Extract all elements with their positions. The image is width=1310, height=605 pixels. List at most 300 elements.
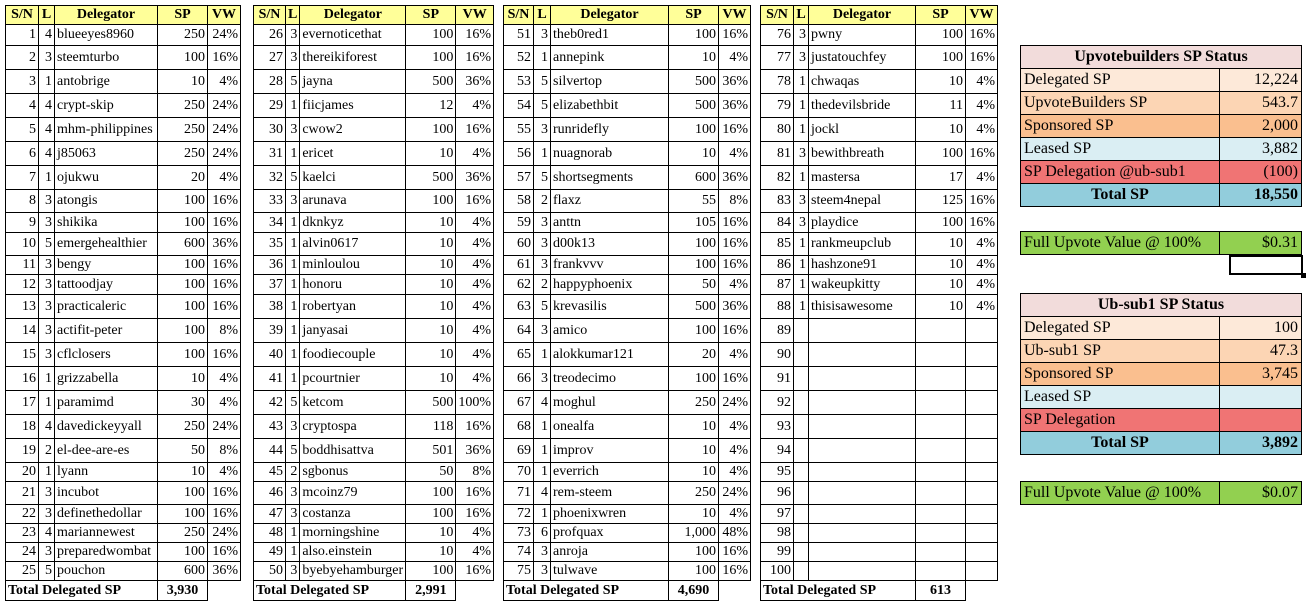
cell-sp[interactable]: 20: [158, 166, 208, 190]
cell-vw[interactable]: 8%: [208, 439, 241, 463]
cell-l[interactable]: 1: [39, 463, 55, 482]
cell-sp[interactable]: 10: [669, 463, 719, 482]
cell-delegator[interactable]: [809, 367, 916, 391]
cell-delegator[interactable]: robertyan: [300, 295, 406, 319]
cell-sp[interactable]: 100: [158, 275, 208, 295]
cell-vw[interactable]: 4%: [456, 543, 494, 562]
cell-vw[interactable]: 16%: [719, 543, 751, 562]
cell-sp[interactable]: 10: [669, 439, 719, 463]
cell-sp[interactable]: 10: [669, 46, 719, 70]
cell-sn[interactable]: 72: [504, 505, 534, 524]
cell-sp[interactable]: 600: [158, 233, 208, 256]
cell-l[interactable]: [794, 463, 809, 482]
cell-sn[interactable]: 73: [504, 524, 534, 543]
cell-delegator[interactable]: playdice: [809, 213, 916, 233]
cell-vw[interactable]: 4%: [456, 256, 494, 275]
cell-l[interactable]: 2: [286, 463, 300, 482]
cell-vw[interactable]: 16%: [719, 562, 751, 581]
cell-l[interactable]: 3: [286, 505, 300, 524]
cell-sp[interactable]: 100: [669, 367, 719, 391]
cell-vw[interactable]: 36%: [719, 295, 751, 319]
cell-sn[interactable]: 46: [254, 482, 286, 505]
cell-vw[interactable]: 4%: [456, 295, 494, 319]
cell-vw[interactable]: 36%: [208, 562, 241, 581]
cell-sp[interactable]: [916, 439, 966, 463]
cell-vw[interactable]: 4%: [456, 343, 494, 367]
status-value[interactable]: 3,892: [1220, 432, 1302, 455]
cell-vw[interactable]: 4%: [208, 70, 241, 94]
cell-sp[interactable]: 250: [158, 118, 208, 142]
cell-vw[interactable]: 16%: [719, 233, 751, 256]
cell-vw[interactable]: [966, 415, 998, 439]
cell-l[interactable]: 3: [286, 46, 300, 70]
cell-sp[interactable]: 100: [158, 46, 208, 70]
cell-vw[interactable]: 16%: [208, 213, 241, 233]
cell-sn[interactable]: 94: [761, 439, 794, 463]
cell-vw[interactable]: 16%: [208, 46, 241, 70]
cell-delegator[interactable]: [809, 524, 916, 543]
cell-l[interactable]: 1: [286, 142, 300, 166]
cell-sn[interactable]: 62: [504, 275, 534, 295]
cell-l[interactable]: 3: [39, 543, 55, 562]
cell-l[interactable]: 3: [794, 213, 809, 233]
cell-l[interactable]: 1: [286, 256, 300, 275]
cell-delegator[interactable]: amico: [551, 319, 669, 343]
cell-vw[interactable]: 16%: [719, 118, 751, 142]
cell-sp[interactable]: 10: [406, 524, 456, 543]
cell-delegator[interactable]: [809, 543, 916, 562]
cell-vw[interactable]: 4%: [966, 118, 998, 142]
cell-delegator[interactable]: fiicjames: [300, 94, 406, 118]
cell-l[interactable]: 1: [794, 70, 809, 94]
cell-vw[interactable]: 4%: [456, 524, 494, 543]
cell-sp[interactable]: 10: [406, 142, 456, 166]
cell-l[interactable]: 3: [794, 190, 809, 213]
cell-l[interactable]: 1: [39, 391, 55, 415]
cell-l[interactable]: 1: [534, 343, 551, 367]
cell-delegator[interactable]: cryptospa: [300, 415, 406, 439]
cell-l[interactable]: 6: [534, 524, 551, 543]
cell-vw[interactable]: 8%: [208, 319, 241, 343]
cell-l[interactable]: 4: [39, 118, 55, 142]
cell-vw[interactable]: 4%: [456, 275, 494, 295]
cell-sp[interactable]: 10: [669, 415, 719, 439]
cell-sn[interactable]: 52: [504, 46, 534, 70]
cell-delegator[interactable]: improv: [551, 439, 669, 463]
cell-vw[interactable]: 4%: [719, 142, 751, 166]
cell-sn[interactable]: 23: [6, 524, 39, 543]
cell-sn[interactable]: 53: [504, 70, 534, 94]
cell-sp[interactable]: 10: [669, 142, 719, 166]
cell-l[interactable]: 2: [39, 439, 55, 463]
cell-vw[interactable]: 4%: [719, 439, 751, 463]
cell-delegator[interactable]: atongis: [55, 190, 158, 213]
cell-delegator[interactable]: wakeupkitty: [809, 275, 916, 295]
cell-sp[interactable]: 100: [158, 319, 208, 343]
cell-sp[interactable]: 10: [158, 70, 208, 94]
cell-sp[interactable]: 10: [406, 295, 456, 319]
cell-l[interactable]: 3: [534, 25, 551, 46]
cell-l[interactable]: [794, 319, 809, 343]
cell-l[interactable]: 3: [286, 415, 300, 439]
cell-l[interactable]: 5: [534, 70, 551, 94]
cell-delegator[interactable]: [809, 343, 916, 367]
cell-vw[interactable]: 16%: [208, 275, 241, 295]
cell-sp[interactable]: 100: [158, 543, 208, 562]
cell-sn[interactable]: 59: [504, 213, 534, 233]
cell-l[interactable]: 3: [39, 256, 55, 275]
cell-delegator[interactable]: rem-steem: [551, 482, 669, 505]
cell-delegator[interactable]: lyann: [55, 463, 158, 482]
cell-l[interactable]: 1: [534, 505, 551, 524]
cell-sn[interactable]: 41: [254, 367, 286, 391]
cell-delegator[interactable]: bengy: [55, 256, 158, 275]
cell-l[interactable]: [794, 367, 809, 391]
cell-l[interactable]: 5: [286, 439, 300, 463]
cell-l[interactable]: 1: [286, 524, 300, 543]
cell-vw[interactable]: [966, 367, 998, 391]
cell-vw[interactable]: [966, 482, 998, 505]
cell-sp[interactable]: 10: [916, 70, 966, 94]
cell-vw[interactable]: 16%: [208, 505, 241, 524]
cell-sn[interactable]: 21: [6, 482, 39, 505]
cell-delegator[interactable]: nuagnorab: [551, 142, 669, 166]
cell-l[interactable]: 1: [286, 233, 300, 256]
cell-sn[interactable]: 87: [761, 275, 794, 295]
cell-vw[interactable]: 16%: [719, 319, 751, 343]
cell-l[interactable]: 4: [534, 482, 551, 505]
cell-vw[interactable]: 16%: [966, 213, 998, 233]
cell-sn[interactable]: 18: [6, 415, 39, 439]
cell-l[interactable]: 3: [794, 46, 809, 70]
cell-sn[interactable]: 95: [761, 463, 794, 482]
cell-sn[interactable]: 50: [254, 562, 286, 581]
cell-vw[interactable]: [966, 543, 998, 562]
cell-sp[interactable]: 100: [669, 25, 719, 46]
cell-delegator[interactable]: jayna: [300, 70, 406, 94]
cell-delegator[interactable]: boddhisattva: [300, 439, 406, 463]
cell-sp[interactable]: 500: [406, 166, 456, 190]
cell-vw[interactable]: 4%: [966, 295, 998, 319]
cell-l[interactable]: 4: [39, 142, 55, 166]
full-upvote-value[interactable]: $0.31: [1220, 232, 1302, 255]
cell-sp[interactable]: 100: [158, 482, 208, 505]
cell-sn[interactable]: 9: [6, 213, 39, 233]
cell-vw[interactable]: 16%: [456, 562, 494, 581]
cell-sp[interactable]: 100: [406, 46, 456, 70]
cell-delegator[interactable]: elizabethbit: [551, 94, 669, 118]
cell-delegator[interactable]: jockl: [809, 118, 916, 142]
cell-delegator[interactable]: chwaqas: [809, 70, 916, 94]
cell-l[interactable]: 4: [39, 25, 55, 46]
cell-vw[interactable]: 4%: [719, 505, 751, 524]
cell-sn[interactable]: 96: [761, 482, 794, 505]
cell-sp[interactable]: 100: [669, 319, 719, 343]
cell-vw[interactable]: 16%: [208, 190, 241, 213]
cell-delegator[interactable]: alvin0617: [300, 233, 406, 256]
cell-vw[interactable]: [966, 505, 998, 524]
cell-sn[interactable]: 74: [504, 543, 534, 562]
cell-sp[interactable]: 10: [406, 233, 456, 256]
cell-sp[interactable]: 10: [669, 505, 719, 524]
cell-sn[interactable]: 27: [254, 46, 286, 70]
cell-sp[interactable]: [916, 524, 966, 543]
cell-sn[interactable]: 71: [504, 482, 534, 505]
cell-delegator[interactable]: j85063: [55, 142, 158, 166]
cell-vw[interactable]: 16%: [456, 190, 494, 213]
cell-l[interactable]: 1: [534, 142, 551, 166]
cell-delegator[interactable]: foodiecouple: [300, 343, 406, 367]
cell-l[interactable]: 3: [39, 275, 55, 295]
cell-sn[interactable]: 75: [504, 562, 534, 581]
cell-sp[interactable]: 12: [406, 94, 456, 118]
cell-l[interactable]: [794, 543, 809, 562]
cell-sp[interactable]: 100: [158, 190, 208, 213]
cell-l[interactable]: [794, 343, 809, 367]
cell-delegator[interactable]: mastersa: [809, 166, 916, 190]
cell-vw[interactable]: 4%: [456, 213, 494, 233]
cell-delegator[interactable]: shortsegments: [551, 166, 669, 190]
cell-delegator[interactable]: steem4nepal: [809, 190, 916, 213]
cell-vw[interactable]: 16%: [456, 482, 494, 505]
cell-sn[interactable]: 60: [504, 233, 534, 256]
cell-sp[interactable]: 30: [158, 391, 208, 415]
cell-l[interactable]: 3: [39, 213, 55, 233]
cell-l[interactable]: 5: [39, 562, 55, 581]
status-value[interactable]: 3,745: [1220, 363, 1302, 386]
cell-vw[interactable]: 16%: [719, 256, 751, 275]
cell-sp[interactable]: [916, 319, 966, 343]
cell-vw[interactable]: 100%: [456, 391, 494, 415]
cell-sp[interactable]: 500: [669, 295, 719, 319]
cell-delegator[interactable]: [809, 505, 916, 524]
cell-vw[interactable]: 4%: [966, 233, 998, 256]
cell-sp[interactable]: 250: [158, 415, 208, 439]
cell-sn[interactable]: 58: [504, 190, 534, 213]
cell-l[interactable]: 1: [534, 463, 551, 482]
cell-l[interactable]: 4: [534, 391, 551, 415]
cell-sp[interactable]: 100: [158, 295, 208, 319]
cell-vw[interactable]: 4%: [456, 233, 494, 256]
cell-sn[interactable]: 57: [504, 166, 534, 190]
cell-vw[interactable]: 4%: [966, 70, 998, 94]
cell-vw[interactable]: 4%: [966, 256, 998, 275]
cell-delegator[interactable]: mariannewest: [55, 524, 158, 543]
cell-sp[interactable]: 10: [406, 256, 456, 275]
cell-sp[interactable]: 105: [669, 213, 719, 233]
cell-l[interactable]: 2: [534, 190, 551, 213]
cell-delegator[interactable]: [809, 463, 916, 482]
cell-sp[interactable]: [916, 415, 966, 439]
cell-vw[interactable]: 36%: [456, 166, 494, 190]
cell-delegator[interactable]: bewithbreath: [809, 142, 916, 166]
cell-vw[interactable]: [966, 391, 998, 415]
cell-sp[interactable]: 250: [158, 142, 208, 166]
cell-delegator[interactable]: pouchon: [55, 562, 158, 581]
cell-delegator[interactable]: treodecimo: [551, 367, 669, 391]
cell-delegator[interactable]: onealfa: [551, 415, 669, 439]
cell-l[interactable]: 5: [39, 233, 55, 256]
cell-sp[interactable]: 100: [158, 213, 208, 233]
cell-sn[interactable]: 30: [254, 118, 286, 142]
cell-sp[interactable]: 100: [916, 46, 966, 70]
cell-vw[interactable]: 16%: [208, 256, 241, 275]
cell-sn[interactable]: 38: [254, 295, 286, 319]
cell-vw[interactable]: 24%: [208, 415, 241, 439]
cell-l[interactable]: [794, 415, 809, 439]
cell-sn[interactable]: 19: [6, 439, 39, 463]
cell-vw[interactable]: 36%: [208, 233, 241, 256]
cell-sp[interactable]: [916, 562, 966, 581]
cell-l[interactable]: 3: [794, 142, 809, 166]
cell-l[interactable]: 5: [534, 94, 551, 118]
cell-sp[interactable]: 10: [916, 118, 966, 142]
cell-delegator[interactable]: ericet: [300, 142, 406, 166]
cell-delegator[interactable]: sgbonus: [300, 463, 406, 482]
cell-l[interactable]: 1: [534, 46, 551, 70]
cell-sp[interactable]: 600: [158, 562, 208, 581]
cell-vw[interactable]: 16%: [456, 505, 494, 524]
cell-vw[interactable]: 16%: [208, 482, 241, 505]
cell-l[interactable]: 3: [286, 25, 300, 46]
cell-delegator[interactable]: frankvvv: [551, 256, 669, 275]
cell-vw[interactable]: 16%: [456, 415, 494, 439]
cell-vw[interactable]: 16%: [456, 25, 494, 46]
cell-vw[interactable]: 16%: [719, 25, 751, 46]
cell-l[interactable]: [794, 505, 809, 524]
cell-sn[interactable]: 100: [761, 562, 794, 581]
cell-sn[interactable]: 43: [254, 415, 286, 439]
cell-delegator[interactable]: evernoticethat: [300, 25, 406, 46]
cell-delegator[interactable]: tulwave: [551, 562, 669, 581]
cell-vw[interactable]: 16%: [966, 142, 998, 166]
cell-l[interactable]: 3: [534, 543, 551, 562]
status-value[interactable]: [1220, 386, 1302, 409]
cell-sn[interactable]: 10: [6, 233, 39, 256]
cell-vw[interactable]: 4%: [966, 166, 998, 190]
cell-l[interactable]: [794, 482, 809, 505]
cell-vw[interactable]: 4%: [456, 319, 494, 343]
cell-delegator[interactable]: anroja: [551, 543, 669, 562]
cell-sn[interactable]: 39: [254, 319, 286, 343]
cell-delegator[interactable]: preparedwombat: [55, 543, 158, 562]
cell-sp[interactable]: 55: [669, 190, 719, 213]
cell-sn[interactable]: 49: [254, 543, 286, 562]
cell-l[interactable]: 1: [39, 70, 55, 94]
cell-delegator[interactable]: dknkyz: [300, 213, 406, 233]
cell-sn[interactable]: 2: [6, 46, 39, 70]
cell-sp[interactable]: 10: [406, 543, 456, 562]
cell-sn[interactable]: 68: [504, 415, 534, 439]
cell-sp[interactable]: 1,000: [669, 524, 719, 543]
cell-l[interactable]: 1: [286, 543, 300, 562]
cell-sn[interactable]: 11: [6, 256, 39, 275]
cell-vw[interactable]: 24%: [719, 482, 751, 505]
cell-delegator[interactable]: rankmeupclub: [809, 233, 916, 256]
cell-l[interactable]: 4: [39, 94, 55, 118]
cell-sn[interactable]: 35: [254, 233, 286, 256]
cell-l[interactable]: 1: [794, 94, 809, 118]
cell-vw[interactable]: [966, 463, 998, 482]
cell-delegator[interactable]: cflclosers: [55, 343, 158, 367]
cell-delegator[interactable]: hashzone91: [809, 256, 916, 275]
cell-sp[interactable]: 100: [406, 190, 456, 213]
cell-sn[interactable]: 79: [761, 94, 794, 118]
cell-delegator[interactable]: profquax: [551, 524, 669, 543]
cell-sn[interactable]: 89: [761, 319, 794, 343]
cell-delegator[interactable]: kaelci: [300, 166, 406, 190]
cell-sn[interactable]: 82: [761, 166, 794, 190]
cell-sp[interactable]: 100: [158, 256, 208, 275]
cell-vw[interactable]: 24%: [719, 391, 751, 415]
cell-l[interactable]: 3: [39, 295, 55, 319]
status-value[interactable]: 2,000: [1220, 115, 1302, 138]
cell-l[interactable]: 3: [286, 118, 300, 142]
cell-vw[interactable]: 16%: [966, 190, 998, 213]
cell-sp[interactable]: 10: [406, 343, 456, 367]
cell-sn[interactable]: 55: [504, 118, 534, 142]
cell-sp[interactable]: 125: [916, 190, 966, 213]
cell-l[interactable]: 4: [39, 415, 55, 439]
cell-l[interactable]: [794, 524, 809, 543]
cell-l[interactable]: 5: [534, 295, 551, 319]
cell-sn[interactable]: 86: [761, 256, 794, 275]
cell-sp[interactable]: 20: [669, 343, 719, 367]
cell-delegator[interactable]: davedickeyyall: [55, 415, 158, 439]
cell-delegator[interactable]: silvertop: [551, 70, 669, 94]
cell-sp[interactable]: 100: [406, 482, 456, 505]
cell-sp[interactable]: [916, 505, 966, 524]
cell-sp[interactable]: 100: [669, 543, 719, 562]
cell-vw[interactable]: 24%: [208, 25, 241, 46]
cell-sn[interactable]: 16: [6, 367, 39, 391]
cell-delegator[interactable]: happyphoenix: [551, 275, 669, 295]
cell-vw[interactable]: 4%: [719, 275, 751, 295]
cell-vw[interactable]: 16%: [456, 118, 494, 142]
cell-sn[interactable]: 65: [504, 343, 534, 367]
cell-sn[interactable]: 70: [504, 463, 534, 482]
cell-sn[interactable]: 17: [6, 391, 39, 415]
cell-sn[interactable]: 40: [254, 343, 286, 367]
status-value[interactable]: [1220, 409, 1302, 432]
cell-sp[interactable]: 100: [916, 213, 966, 233]
cell-sp[interactable]: [916, 343, 966, 367]
cell-delegator[interactable]: alokkumar121: [551, 343, 669, 367]
cell-sn[interactable]: 91: [761, 367, 794, 391]
cell-delegator[interactable]: pwny: [809, 25, 916, 46]
cell-sn[interactable]: 85: [761, 233, 794, 256]
cell-delegator[interactable]: justatouchfey: [809, 46, 916, 70]
cell-sp[interactable]: 11: [916, 94, 966, 118]
cell-delegator[interactable]: paramimd: [55, 391, 158, 415]
cell-sp[interactable]: 10: [406, 367, 456, 391]
cell-l[interactable]: 5: [286, 391, 300, 415]
cell-sp[interactable]: [916, 482, 966, 505]
cell-sp[interactable]: 100: [916, 25, 966, 46]
cell-sp[interactable]: 17: [916, 166, 966, 190]
cell-sn[interactable]: 20: [6, 463, 39, 482]
cell-l[interactable]: 1: [286, 367, 300, 391]
cell-delegator[interactable]: emergehealthier: [55, 233, 158, 256]
cell-l[interactable]: 4: [39, 524, 55, 543]
cell-sp[interactable]: 50: [669, 275, 719, 295]
cell-sn[interactable]: 34: [254, 213, 286, 233]
cell-sn[interactable]: 81: [761, 142, 794, 166]
cell-sp[interactable]: 50: [158, 439, 208, 463]
cell-delegator[interactable]: actifit-peter: [55, 319, 158, 343]
cell-delegator[interactable]: definethedollar: [55, 505, 158, 524]
cell-l[interactable]: 3: [534, 213, 551, 233]
